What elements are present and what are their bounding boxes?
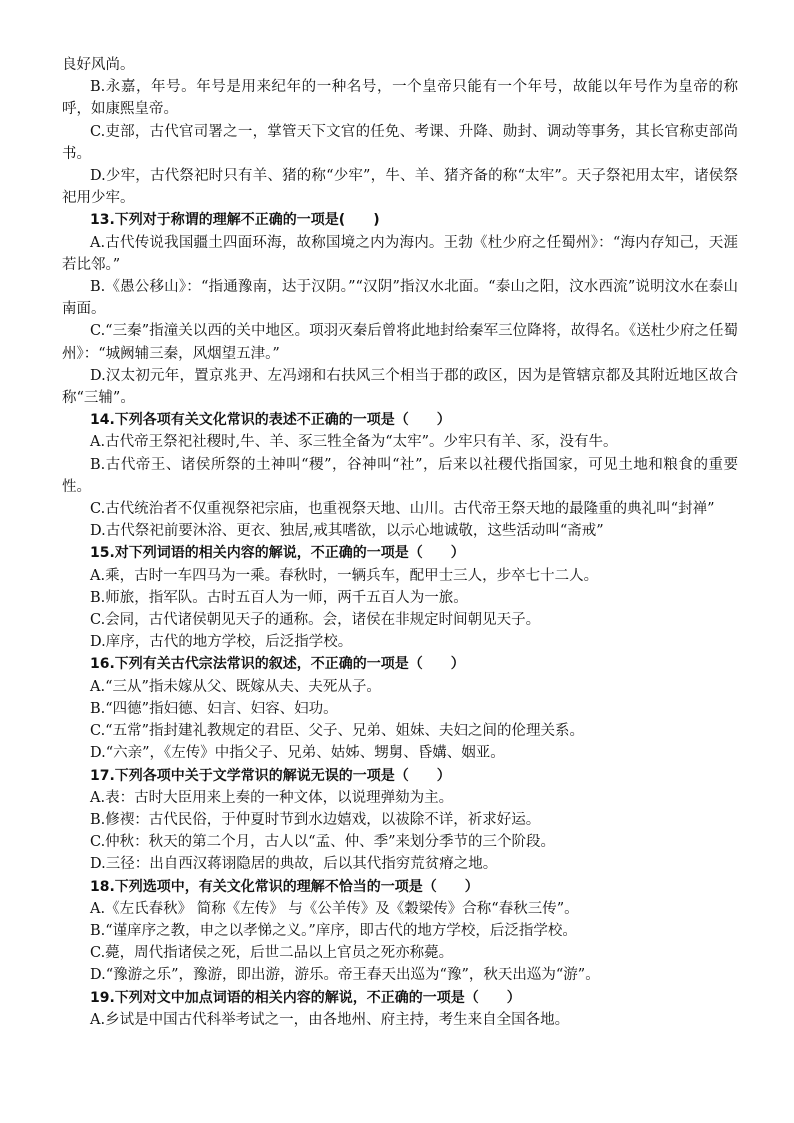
answer-option: B.古代帝王、诸侯所祭的土神叫“稷”，谷神叫“社”，后来以社稷代指国家，可见土地和粮食的重要性。: [62, 456, 738, 495]
answer-option: C.古代统治者不仅重视祭祀宗庙，也重视祭天地、山川。古代帝王祭天地的最隆重的典礼叫“封禅”: [90, 501, 715, 518]
answer-option: A.乡试是中国古代科举考试之一，由各地州、府主持，考生来自全国各地。: [90, 1011, 570, 1028]
answer-option: B.《愚公移山》：“指通豫南，达于汉阴。”“汉阴”指汉水北面。“泰山之阳，汶水西流”说明汶水在泰山南面。: [62, 279, 738, 318]
question-stem: 19.下列对文中加点词语的相关内容的解说，不正确的一项是（ ）: [90, 989, 521, 1006]
answer-option: C.吏部，古代官司署之一，掌管天下文官的任免、考课、升降、勋封、调动等事务，其长官称吏部尚书。: [62, 123, 738, 162]
answer-option: D.古代祭祀前要沐浴、更衣、独居,戒其嗜欲，以示心地诚敬，这些活动叫“斋戒”: [90, 523, 604, 540]
answer-option: B.“谨庠序之教，申之以孝悌之义。”庠序，即古代的地方学校，后泛指学校。: [90, 922, 577, 939]
answer-option: D.少牢，古代祭祀时只有羊、猪的称“少牢”，牛、羊、猪齐备的称“太牢”。天子祭祀用太牢，诸侯祭祀用少牢。: [62, 168, 738, 207]
answer-option: A.表：古时大臣用来上奏的一种文体，以说理弹劾为主。: [90, 789, 454, 806]
document-page: [62, 54, 738, 1031]
answer-option: B.“四德”指妇德、妇言、妇容、妇功。: [90, 700, 338, 717]
answer-option: C.“三秦”指潼关以西的关中地区。项羽灭秦后曾将此地封给秦军三位降将，故得名。《送杜少府之任蜀州》：“城阙辅三秦，风烟望五津。”: [62, 323, 738, 362]
question-stem: 16.下列有关古代宗法常识的叙述，不正确的一项是（ ）: [90, 656, 465, 673]
answer-option: C.“五常”指封建礼教规定的君臣、父子、兄弟、姐妹、夫妇之间的伦理关系。: [90, 723, 585, 740]
answer-option: B.修禊：古代民俗，于仲夏时节到水边嬉戏，以祓除不详，祈求好运。: [90, 811, 541, 828]
answer-option: B.永嘉，年号。年号是用来纪年的一种名号，一个皇帝只能有一个年号，故能以年号作为皇帝的称呼，如康熙皇帝。: [62, 79, 738, 118]
answer-option: C.薨，周代指诸侯之死，后世二品以上官员之死亦称薨。: [90, 945, 454, 962]
answer-option: D.汉太初元年，置京兆尹、左冯翊和右扶风三个相当于郡的政区，因为是管辖京都及其附近地区故合称“三辅”。: [62, 367, 738, 407]
answer-option: D.“六亲”，《左传》中指父子、兄弟、姑姊、甥舅、昏媾、姻亚。: [90, 745, 505, 762]
question-stem: 17.下列各项中关于文学常识的解说无误的一项是（ ）: [90, 767, 451, 784]
answer-option: D.“豫游之乐”，豫游，即出游，游乐。帝王春天出巡为“豫”，秋天出巡为“游”。: [90, 967, 600, 984]
answer-option: C.仲秋：秋天的第二个月，古人以“孟、仲、季”来划分季节的三个阶段。: [90, 834, 556, 851]
answer-option: A.古代传说我国疆土四面环海，故称国境之内为海内。王勃《杜少府之任蜀州》：“海内存知己，天涯若比邻。”: [62, 234, 738, 273]
question-stem: 15.对下列词语的相关内容的解说，不正确的一项是（ ）: [90, 545, 465, 562]
answer-option: A.《左氏春秋》 简称《左传》 与《公羊传》及《穀梁传》合称“春秋三传”。: [90, 900, 579, 917]
continued-text: 良好风尚。: [62, 57, 135, 73]
answer-option: D.三径：出自西汉蒋诩隐居的典故，后以其代指穷荒贫瘠之地。: [90, 856, 498, 873]
answer-option: C.会同，古代诸侯朝见天子的通称。会，诸侯在非规定时间朝见天子。: [90, 612, 541, 629]
question-stem: 13.下列对于称谓的理解不正确的一项是( ): [90, 212, 380, 229]
question-stem: 18.下列选项中，有关文化常识的理解不恰当的一项是（ ）: [90, 878, 479, 895]
answer-option: A.古代帝王祭祀社稷时,牛、羊、豕三牲全备为“太牢”。少牢只有羊、豕，没有牛。: [90, 434, 618, 451]
answer-option: D.庠序，古代的地方学校，后泛指学校。: [90, 634, 353, 651]
answer-option: A.乘，古时一车四马为一乘。春秋时，一辆兵车，配甲士三人，步卒七十二人。: [90, 567, 599, 584]
question-stem: 14.下列各项有关文化常识的表述不正确的一项是（ ）: [90, 412, 451, 429]
answer-option: B.师旅，指军队。古时五百人为一师，两千五百人为一旅。: [90, 589, 468, 606]
answer-option: A.“三从”指未嫁从父、既嫁从夫、夫死从子。: [90, 678, 381, 695]
